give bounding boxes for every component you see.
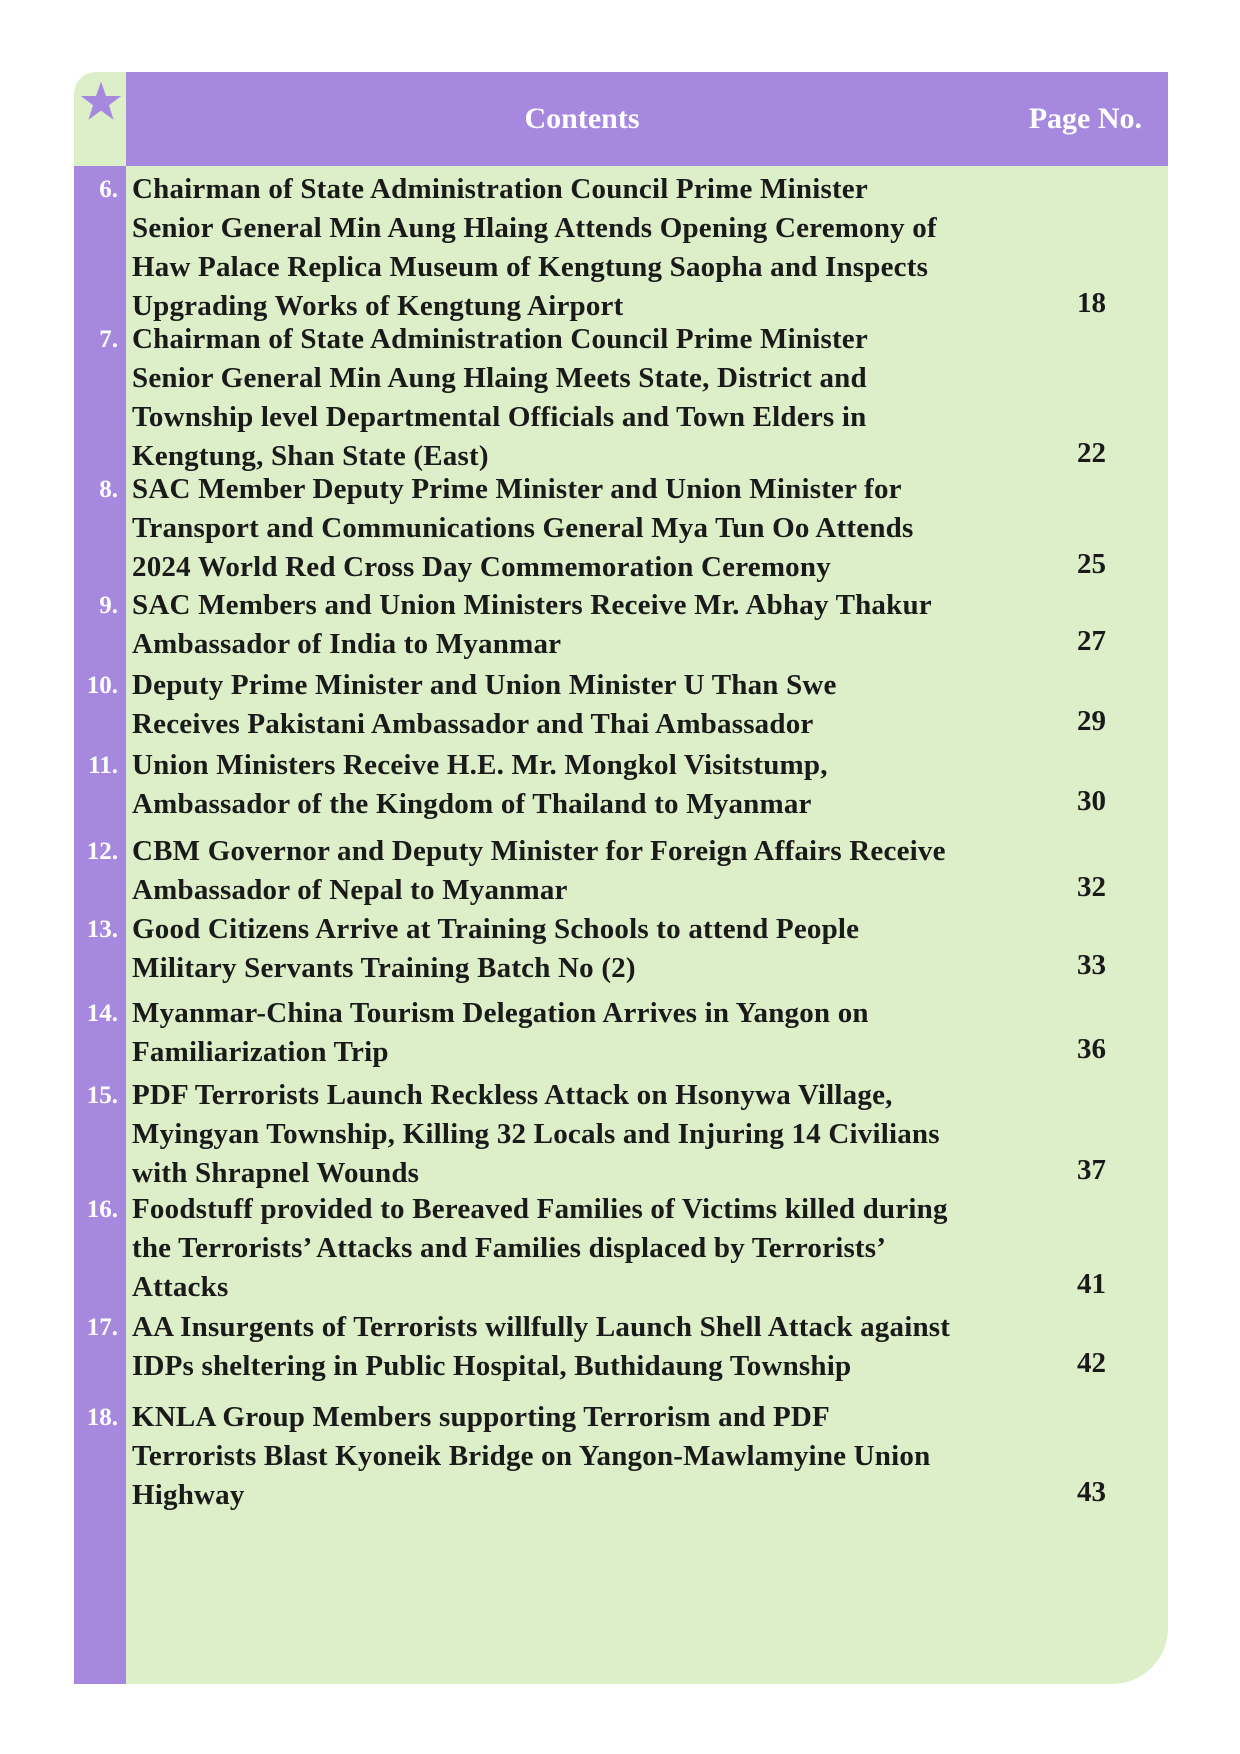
entry-title-line: Foodstuff provided to Bereaved Families of Victims killed during <box>132 1193 948 1225</box>
entry-title <box>132 1308 1012 1386</box>
entry-title-line: Deputy Prime Minister and Union Minister U Than Swe <box>132 669 837 701</box>
page-number-label: Page No. <box>1028 102 1142 135</box>
entry-title-line: Union Ministers Receive H.E. Mr. Mongkol Visitstump, <box>132 749 828 781</box>
entry-title-line: AA Insurgents of Terrorists willfully Launch Shell Attack against <box>132 1311 951 1343</box>
entry-title-line: Myanmar-China Tourism Delegation Arrives in Yangon on <box>132 997 869 1029</box>
entry-title-line: Highway <box>132 1479 245 1511</box>
entry-title-line: Upgrading Works of Kengtung Airport <box>132 290 624 322</box>
entry-page-number: 18 <box>1077 287 1106 319</box>
entry-number: 11. <box>88 752 118 779</box>
entry-title-line: Kengtung, Shan State (East) <box>132 440 489 472</box>
entry-title-line: PDF Terrorists Launch Reckless Attack on Hsonywa Village, <box>132 1079 893 1111</box>
entry-title-line: Ambassador of the Kingdom of Thailand to Myanmar <box>132 788 812 820</box>
entry-title <box>132 666 1012 744</box>
entry-number: 13. <box>86 916 118 943</box>
entry-title-line: Haw Palace Replica Museum of Kengtung Saopha and Inspects <box>132 251 929 283</box>
entry-title-line: KNLA Group Members supporting Terrorism and PDF <box>132 1401 830 1433</box>
entry-title-line: the Terrorists’ Attacks and Families displaced by Terrorists’ <box>132 1232 887 1264</box>
entry-page-number: 36 <box>1077 1033 1106 1065</box>
entry-title-line: Ambassador of India to Myanmar <box>132 628 562 660</box>
entry-title-line: SAC Members and Union Ministers Receive Mr. Abhay Thakur <box>132 589 932 621</box>
contents-header <box>126 72 1168 166</box>
entry-page-number: 33 <box>1077 949 1106 981</box>
entry-title-line: Attacks <box>132 1271 229 1303</box>
entry-title <box>132 586 1012 664</box>
entry-title-line: Receives Pakistani Ambassador and Thai Ambassador <box>132 708 814 740</box>
entry-title <box>132 746 1012 824</box>
entry-title-line: Senior General Min Aung Hlaing Attends Opening Ceremony of <box>132 212 937 244</box>
entry-number: 6. <box>99 176 118 203</box>
entry-title-line: 2024 World Red Cross Day Commemoration Ceremony <box>132 551 831 583</box>
entry-title-line: SAC Member Deputy Prime Minister and Union Minister for <box>132 473 902 505</box>
entry-title <box>132 320 1012 476</box>
entry-title-line: Terrorists Blast Kyoneik Bridge on Yangon-Mawlamyine Union <box>132 1440 931 1472</box>
entry-number: 18. <box>86 1404 118 1431</box>
entry-title-line: IDPs sheltering in Public Hospital, Buthidaung Township <box>132 1350 852 1382</box>
entry-page-number: 43 <box>1077 1476 1106 1508</box>
entry-title <box>132 1398 1012 1515</box>
entry-title <box>132 170 1012 326</box>
entry-number: 8. <box>99 476 118 503</box>
contents-panel <box>74 72 1168 1684</box>
entry-title <box>132 470 1012 587</box>
entry-page-number: 30 <box>1077 785 1106 817</box>
entry-page-number: 37 <box>1077 1154 1106 1186</box>
entry-page-number: 42 <box>1077 1347 1106 1379</box>
entry-page-number: 29 <box>1077 705 1106 737</box>
entry-number: 9. <box>99 592 118 619</box>
entry-title-line: Military Servants Training Batch No (2) <box>132 952 636 984</box>
entry-title <box>132 832 1012 910</box>
contents-title: Contents <box>524 102 640 135</box>
entry-title <box>132 910 1012 988</box>
entry-title-line: Good Citizens Arrive at Training Schools to attend People <box>132 913 860 945</box>
entry-number: 17. <box>86 1314 118 1341</box>
entry-title-line: Chairman of State Administration Council Prime Minister <box>132 173 868 205</box>
entry-page-number: 27 <box>1077 625 1106 657</box>
entry-title-line: CBM Governor and Deputy Minister for Foreign Affairs Receive <box>132 835 946 867</box>
entry-title-line: Township level Departmental Officials and Town Elders in <box>132 401 867 433</box>
entry-number: 12. <box>86 838 118 865</box>
entry-title-line: Familiarization Trip <box>132 1036 389 1068</box>
entry-page-number: 22 <box>1077 437 1106 469</box>
entry-page-number: 41 <box>1077 1268 1106 1300</box>
entry-title-line: with Shrapnel Wounds <box>132 1157 420 1189</box>
entry-title-line: Transport and Communications General Mya Tun Oo Attends <box>132 512 914 544</box>
entry-page-number: 32 <box>1077 871 1106 903</box>
entry-title-line: Ambassador of Nepal to Myanmar <box>132 874 568 906</box>
entry-title <box>132 1190 1012 1307</box>
entry-title-line: Senior General Min Aung Hlaing Meets State, District and <box>132 362 867 394</box>
star-icon <box>80 80 122 122</box>
entry-title <box>132 994 1012 1072</box>
entry-number: 10. <box>86 672 118 699</box>
entry-number: 14. <box>86 1000 118 1027</box>
entry-number: 16. <box>86 1196 118 1223</box>
entry-number: 15. <box>86 1082 118 1109</box>
entry-title-line: Chairman of State Administration Council Prime Minister <box>132 323 868 355</box>
entry-page-number: 25 <box>1077 548 1106 580</box>
entry-title-line: Myingyan Township, Killing 32 Locals and Injuring 14 Civilians <box>132 1118 940 1150</box>
entry-title <box>132 1076 1012 1193</box>
entry-number: 7. <box>99 326 118 353</box>
